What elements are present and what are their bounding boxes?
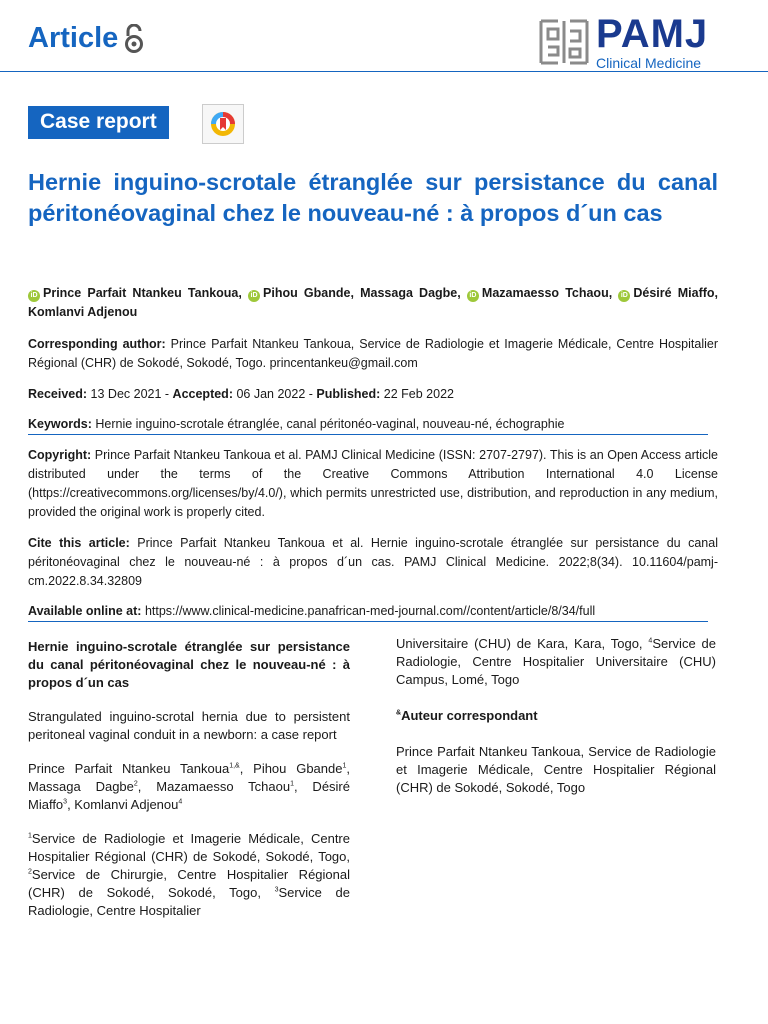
corresponding-author-address: Prince Parfait Ntankeu Tankoua, Service de Radiologie et Imagerie Médicale, Centre Hospitalier Régional (CHR) de Sokodé, Sokodé, Togo xyxy=(396,744,716,795)
pamj-emblem-icon xyxy=(538,17,590,67)
publication-dates xyxy=(28,385,718,404)
orcid-icon[interactable]: iD xyxy=(618,290,630,302)
crossmark-button[interactable] xyxy=(202,104,244,144)
header-divider xyxy=(0,71,768,72)
open-access-icon xyxy=(124,24,144,54)
article-label-text: Article xyxy=(28,22,119,54)
published-date: 22 Feb 2022 xyxy=(383,387,454,401)
available-online-label: Available online at: xyxy=(28,604,142,618)
date-separator: - xyxy=(305,387,317,401)
author-name: Pihou Gbande xyxy=(263,286,351,300)
affiliations-continued: Universitaire (CHU) de Kara, Kara, Togo, $^4$Service de Radiologie, Centre Hospitalier Universitaire (CHU) Campus, Lomé, Togo xyxy=(396,636,716,687)
date-separator: - xyxy=(161,387,173,401)
author-list: iD Prince Parfait Ntankeu Tankoua, iD Pihou Gbande, Massaga Dagbe, iD Mazamaesso Tchaou, iD Désiré Miaffo, Komlanvi Adjenou xyxy=(28,286,719,319)
received-label: Received: xyxy=(28,387,88,401)
case-report-badge: Case report xyxy=(28,106,169,139)
cite-label: Cite this article: xyxy=(28,536,130,550)
orcid-icon[interactable]: iD xyxy=(28,290,40,302)
right-column xyxy=(396,635,716,797)
author-name: Désiré Miaffo xyxy=(633,286,715,300)
corresponding-text: Prince Parfait Ntankeu Tankoua, Service de Radiologie et Imagerie Médicale, Centre Hospitalier Régional (CHR) de Sokodé, Sokodé, Togo. princentankeu@gmail.com xyxy=(28,337,718,370)
author-name: Massaga Dagbe xyxy=(360,286,458,300)
affiliations: $^1$Service de Radiologie et Imagerie Médicale, Centre Hospitalier Régional (CHR) de Sokodé, Sokodé, Togo, $^2$Service de Chirurgie, Centre Hospitalier Régional (CHR) de Sokodé, Sokodé, Togo, $^3$Service de Radiologie, Centre Hospitalier xyxy=(28,831,350,918)
keywords-text: Hernie inguino-scrotale étranglée, canal péritonéo-vaginal, nouveau-né, échographie xyxy=(95,417,565,431)
crossmark-icon xyxy=(209,110,237,138)
copyright-label: Copyright: xyxy=(28,448,92,462)
article-url-link[interactable]: https://www.clinical-medicine.panafrican-med-journal.com//content/article/8/34/full xyxy=(144,604,596,618)
published-label: Published: xyxy=(316,387,381,401)
keywords xyxy=(28,415,718,434)
left-column xyxy=(28,638,350,920)
english-title: Strangulated inguino-scrotal hernia due to persistent peritoneal vaginal conduit in a newborn: a case report xyxy=(28,709,350,742)
author-name: Prince Parfait Ntankeu Tankoua xyxy=(43,286,239,300)
journal-logo xyxy=(538,14,708,70)
copyright-text: Prince Parfait Ntankeu Tankoua et al. PAMJ Clinical Medicine (ISSN: 2707-2797). This is an Open Access article distributed under the terms of the Creative Commons Attribution International 4.0 License (https://creativecommons.org/licenses/by/4.0/), which permits unrestricted use, distribution, and reproduction in any medium, provided the original work is properly cited. xyxy=(28,448,718,519)
article-label xyxy=(28,22,144,55)
corresponding-author-heading: &Auteur correspondant xyxy=(396,708,538,723)
journal-name: PAMJ xyxy=(596,12,709,56)
cite-text: Prince Parfait Ntankeu Tankoua et al. Hernie inguino-scrotale étranglée sur persistance du canal péritonéovaginal chez le nouveau-né : à propos d´un cas. PAMJ Clinical Medicine. 2022;8(34). 10.11604/pamj-cm.2022.8.34.32809 xyxy=(28,536,718,588)
orcid-icon[interactable]: iD xyxy=(467,290,479,302)
keywords-divider xyxy=(28,434,708,435)
received-date: 13 Dec 2021 xyxy=(90,387,162,401)
accepted-label: Accepted: xyxy=(172,387,233,401)
copyright xyxy=(28,446,718,522)
accepted-date: 06 Jan 2022 xyxy=(236,387,306,401)
corresponding-label: Corresponding author: xyxy=(28,337,166,351)
cite-article xyxy=(28,534,718,591)
article-title: Hernie inguino-scrotale étranglée sur persistance du canal péritonéovaginal chez le nouveau-né : à propos d´un cas xyxy=(28,169,718,226)
column-author-list: Prince Parfait Ntankeu Tankoua$^{1,\&}$, Pihou Gbande$^1$, Massaga Dagbe$^2$, Mazamaesso Tchaou$^1$, Désiré Miaffo$^3$, Komlanvi Adjenou$^4$ xyxy=(28,761,350,812)
orcid-icon[interactable]: iD xyxy=(248,290,260,302)
author-name: Komlanvi Adjenou xyxy=(28,305,138,319)
online-divider xyxy=(28,621,708,622)
corresponding-author xyxy=(28,335,718,373)
keywords-label: Keywords: xyxy=(28,417,92,431)
author-name: Mazamaesso Tchaou xyxy=(481,286,609,300)
journal-subtitle: Clinical Medicine xyxy=(596,55,702,71)
french-title: Hernie inguino-scrotale étranglée sur persistance du canal péritonéovaginal chez le nouveau-né : à propos d´un cas xyxy=(28,639,350,690)
available-online xyxy=(28,602,718,621)
